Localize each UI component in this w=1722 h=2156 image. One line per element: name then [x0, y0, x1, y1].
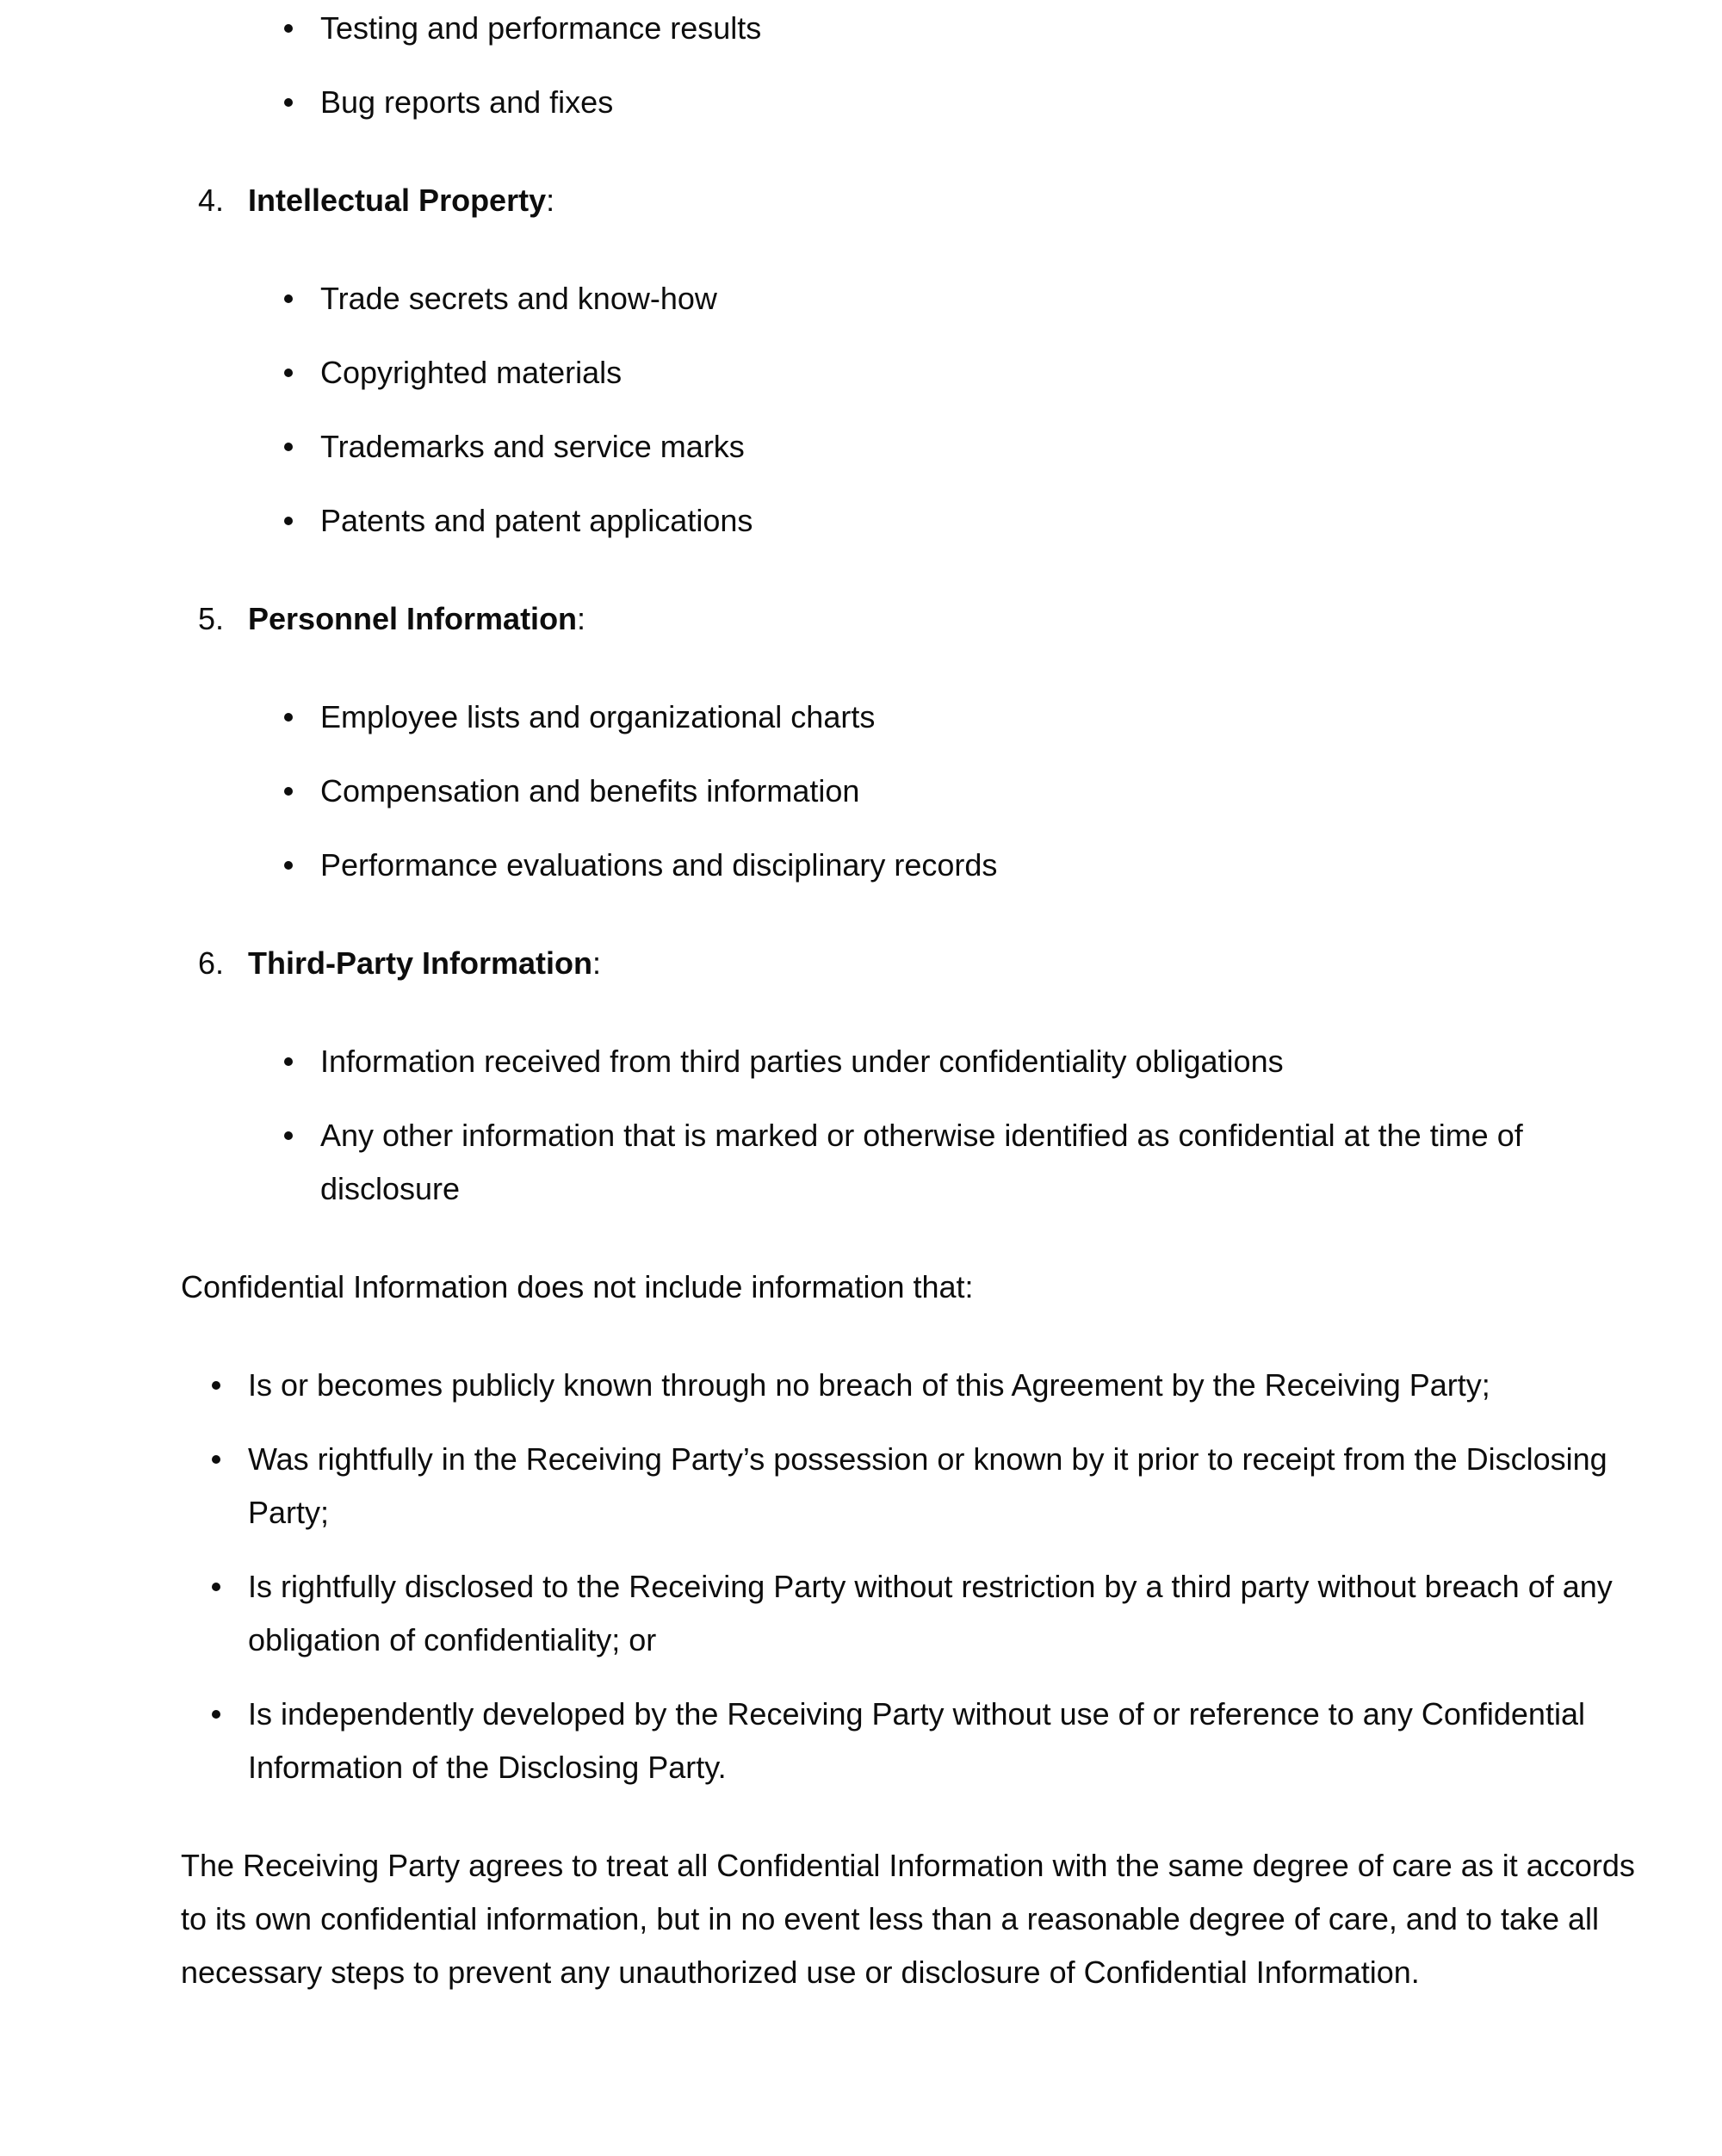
list-item-text: Information received from third parties under confidentiality obligations — [320, 1044, 1284, 1079]
list-item-text: Was rightfully in the Receiving Party’s possession or known by it prior to receipt from the Disclosing Party; — [248, 1441, 1607, 1530]
section-heading-personnel-information — [181, 592, 1645, 646]
list-item-text: Any other information that is marked or otherwise identified as confidential at the time of disclosure — [320, 1118, 1523, 1206]
list-item — [181, 1433, 1645, 1540]
exclusions-bullet-list — [181, 1359, 1645, 1794]
section-colon: : — [577, 601, 586, 636]
list-item — [181, 1035, 1645, 1088]
list-item — [181, 420, 1645, 474]
section-4-bullet-list — [181, 272, 1645, 548]
list-item — [181, 346, 1645, 400]
section-heading-intellectual-property — [181, 174, 1645, 227]
list-item — [181, 765, 1645, 818]
bullet-icon — [212, 1710, 220, 1719]
list-item-text: Performance evaluations and disciplinary records — [320, 847, 998, 883]
bullet-icon — [284, 98, 293, 107]
paragraph-exclusions-intro: Confidential Information does not include information that: — [181, 1269, 974, 1304]
bullet-icon — [284, 369, 293, 377]
list-item — [181, 1359, 1645, 1412]
list-item-text: Is rightfully disclosed to the Receiving Party without restriction by a third party without breach of any obligation of confidentiality; or — [248, 1569, 1613, 1657]
list-item — [181, 691, 1645, 744]
section-title: Third-Party Information — [248, 945, 593, 981]
list-item-text: Patents and patent applications — [320, 503, 753, 538]
list-item-text: Employee lists and organizational charts — [320, 699, 876, 734]
bullet-icon — [212, 1381, 220, 1390]
section-colon: : — [546, 183, 555, 218]
bullet-icon — [212, 1583, 220, 1591]
list-item — [181, 1109, 1645, 1216]
section-6-bullet-list — [181, 1035, 1645, 1216]
list-item — [181, 272, 1645, 325]
bullet-icon — [212, 1455, 220, 1464]
section-number: 4. — [198, 183, 225, 218]
section-number: 6. — [198, 945, 225, 981]
bullet-icon — [284, 861, 293, 870]
bullet-icon — [284, 24, 293, 33]
bullet-icon — [284, 713, 293, 722]
bullet-icon — [284, 517, 293, 525]
list-item — [181, 839, 1645, 892]
bullet-icon — [284, 294, 293, 303]
section-title: Intellectual Property — [248, 183, 547, 218]
list-item-text: Bug reports and fixes — [320, 84, 614, 120]
section-number: 5. — [198, 601, 225, 636]
list-item — [181, 2, 1645, 55]
section-heading-third-party-information — [181, 937, 1645, 990]
list-item-text: Trademarks and service marks — [320, 429, 745, 464]
top-bullet-list — [181, 2, 1645, 129]
list-item-text: Compensation and benefits information — [320, 773, 860, 808]
list-item — [181, 1560, 1645, 1667]
bullet-icon — [284, 787, 293, 796]
list-item-text: Is independently developed by the Receiving Party without use of or reference to any Confidential Information of the Disclosing Party. — [248, 1696, 1585, 1785]
bullet-icon — [284, 1057, 293, 1066]
list-item-text: Copyrighted materials — [320, 355, 623, 390]
section-colon: : — [592, 945, 602, 981]
list-item-text: Trade secrets and know-how — [320, 281, 717, 316]
paragraph-closing: The Receiving Party agrees to treat all Confidential Information with the same degree of care as it accords to its own confidential information, but in no event less than a reasonable degree of care, and to take all necessary steps to prevent any unauthorized use or disclosure of Confidential Information. — [181, 1848, 1635, 1990]
list-item — [181, 76, 1645, 129]
list-item-text: Testing and performance results — [320, 10, 762, 46]
list-item — [181, 1688, 1645, 1794]
section-5-bullet-list — [181, 691, 1645, 892]
section-title: Personnel Information — [248, 601, 578, 636]
bullet-icon — [284, 443, 293, 451]
list-item — [181, 494, 1645, 548]
list-item-text: Is or becomes publicly known through no breach of this Agreement by the Receiving Party; — [248, 1367, 1490, 1403]
bullet-icon — [284, 1131, 293, 1140]
